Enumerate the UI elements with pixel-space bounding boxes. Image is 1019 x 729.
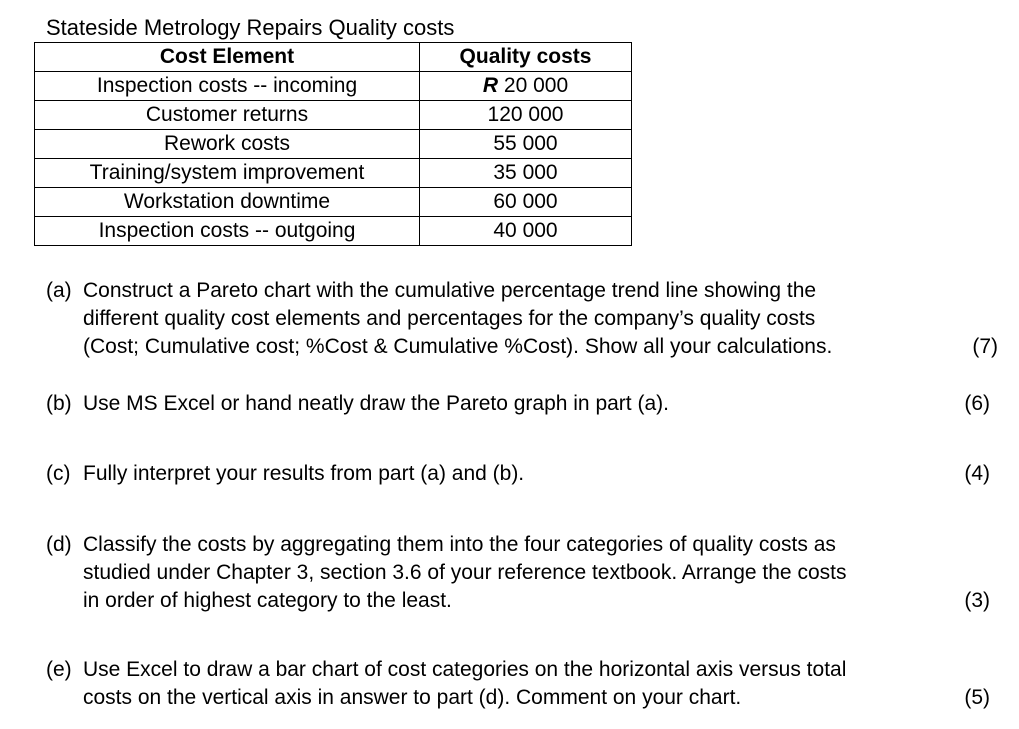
question-e — [46, 656, 998, 712]
question-marks: (6) — [964, 392, 990, 415]
question-a — [46, 277, 998, 361]
question-text-line: Fully interpret your results from part (a) and (b). — [83, 462, 525, 485]
question-label: (a) — [46, 279, 72, 302]
cost-element-cell: Rework costs — [35, 130, 420, 159]
table-header-row — [35, 43, 632, 72]
cost-value-cell: 55 000 — [420, 130, 632, 159]
document-title: Stateside Metrology Repairs Quality costs — [46, 15, 455, 40]
question-text-line: (Cost; Cumulative cost; %Cost & Cumulative %Cost). Show all your calculations. — [83, 335, 833, 358]
cost-element-cell: Customer returns — [35, 101, 420, 130]
cost-amount: 20 000 — [503, 74, 569, 97]
cost-value-cell: 120 000 — [420, 101, 632, 130]
question-text-line: different quality cost elements and percentages for the company’s quality costs — [83, 307, 816, 330]
cost-value-cell — [420, 72, 632, 101]
question-b — [46, 390, 998, 418]
header-cost-element: Cost Element — [35, 43, 420, 72]
question-marks: (4) — [964, 462, 990, 485]
table-row — [35, 130, 632, 159]
question-marks: (5) — [964, 686, 990, 709]
question-text-line: Construct a Pareto chart with the cumulative percentage trend line showing the — [83, 279, 817, 302]
cost-value-cell: 60 000 — [420, 188, 632, 217]
question-d — [46, 531, 998, 615]
currency-symbol: R — [482, 74, 499, 97]
cost-value-cell: 35 000 — [420, 159, 632, 188]
question-text-line: costs on the vertical axis in answer to part (d). Comment on your chart. — [83, 686, 742, 709]
question-label: (c) — [46, 462, 71, 485]
question-marks: (3) — [964, 589, 990, 612]
table-row — [35, 217, 632, 246]
question-text-line: Use MS Excel or hand neatly draw the Pareto graph in part (a). — [83, 392, 669, 415]
question-text-line: studied under Chapter 3, section 3.6 of your reference textbook. Arrange the costs — [83, 561, 847, 584]
question-marks: (7) — [972, 335, 998, 358]
question-label: (e) — [46, 658, 72, 681]
cost-value-cell: 40 000 — [420, 217, 632, 246]
header-quality-costs: Quality costs — [420, 43, 632, 72]
table-row — [35, 101, 632, 130]
cost-element-cell: Inspection costs -- outgoing — [35, 217, 420, 246]
table-row — [35, 159, 632, 188]
question-label: (b) — [46, 392, 72, 415]
question-label: (d) — [46, 533, 72, 556]
cost-element-cell: Inspection costs -- incoming — [35, 72, 420, 101]
question-text-line: Use Excel to draw a bar chart of cost categories on the horizontal axis versus total — [83, 658, 847, 681]
question-text-line: in order of highest category to the least. — [83, 589, 452, 612]
table-row — [35, 72, 632, 101]
question-text-line: Classify the costs by aggregating them into the four categories of quality costs as — [83, 533, 836, 556]
quality-costs-table — [34, 42, 632, 246]
cost-element-cell: Workstation downtime — [35, 188, 420, 217]
question-c — [46, 460, 998, 488]
cost-element-cell: Training/system improvement — [35, 159, 420, 188]
table-row — [35, 188, 632, 217]
